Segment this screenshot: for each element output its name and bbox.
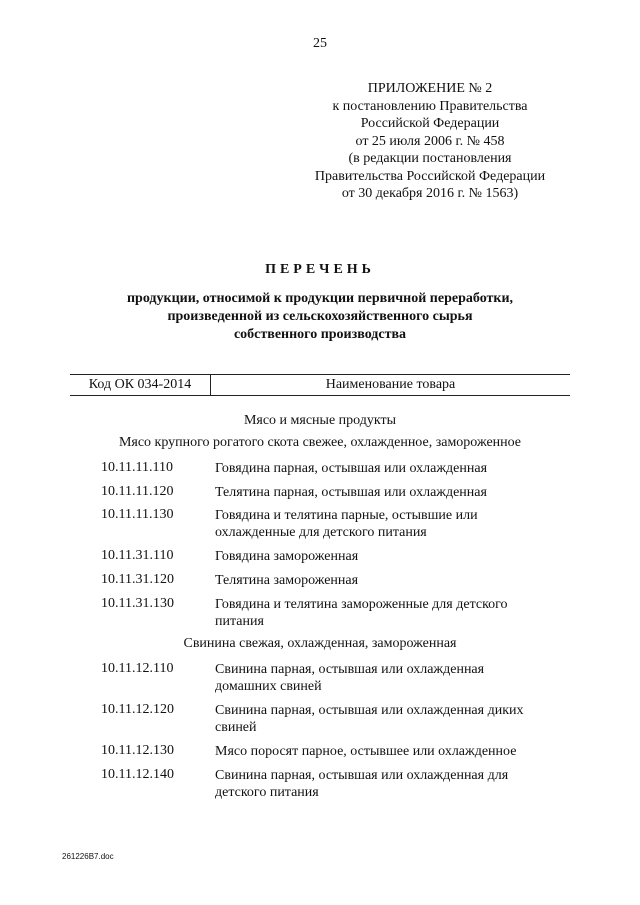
- item-name-line: Говядина и телятина замороженные для детского: [215, 597, 508, 612]
- item-name: [215, 484, 545, 501]
- appendix-line: от 30 декабря 2016 г. № 1563): [341, 186, 519, 201]
- item-name-line: Свинина парная, остывшая или охлажденная для: [215, 768, 509, 783]
- item-code: 10.11.11.130: [101, 507, 174, 522]
- item-name-line: Говядина и телятина парные, остывшие или: [215, 508, 478, 523]
- group-title: Свинина свежая, охлажденная, замороженная: [183, 636, 457, 651]
- item-name-line: питания: [215, 614, 264, 629]
- item-name-line: свиней: [215, 720, 257, 735]
- item-code: 10.11.12.110: [101, 661, 174, 676]
- table-header: [70, 374, 570, 396]
- item-code: 10.11.12.130: [101, 743, 174, 758]
- item-name: [215, 596, 545, 630]
- item-code: 10.11.12.120: [101, 702, 174, 717]
- appendix-title: ПРИЛОЖЕНИЕ № 2: [367, 81, 493, 96]
- column-header-name: Наименование товара: [325, 377, 456, 392]
- item-name: [215, 743, 545, 760]
- item-name: [215, 767, 545, 801]
- item-code: 10.11.12.140: [101, 767, 174, 782]
- item-code: 10.11.31.130: [101, 596, 174, 611]
- item-code: 10.11.31.120: [101, 572, 174, 587]
- document-title: ПЕРЕЧЕНЬ: [265, 262, 375, 277]
- item-name: [215, 548, 545, 565]
- item-name-line: охлажденные для детского питания: [215, 525, 427, 540]
- appendix-line: (в редакции постановления: [348, 151, 512, 166]
- subtitle-line: произведенной из сельскохозяйственного сырья: [167, 309, 473, 324]
- item-name-line: Свинина парная, остывшая или охлажденная: [215, 662, 485, 677]
- item-name-line: Телятина парная, остывшая или охлажденная: [215, 485, 487, 500]
- item-name-line: Говядина замороженная: [215, 549, 359, 564]
- item-name: [215, 507, 545, 541]
- item-name: [215, 702, 545, 736]
- appendix-line: Российской Федерации: [360, 116, 500, 131]
- subtitle-line: собственного производства: [233, 327, 407, 342]
- item-name-line: Говядина парная, остывшая или охлажденная: [215, 461, 488, 476]
- file-reference: 261226B7.doc: [62, 852, 114, 861]
- item-name-line: Телятина замороженная: [215, 573, 359, 588]
- item-name: [215, 460, 545, 477]
- group-title: Мясо крупного рогатого скота свежее, охлажденное, замороженное: [118, 435, 522, 450]
- item-code: 10.11.31.110: [101, 548, 174, 563]
- appendix-line: Правительства Российской Федерации: [314, 168, 546, 184]
- column-header-code: Код ОК 034-2014: [70, 375, 211, 395]
- page-number: 25: [313, 36, 327, 51]
- item-name: [215, 572, 545, 589]
- appendix-line: к постановлению Правительства: [332, 98, 528, 114]
- item-name-line: Мясо поросят парное, остывшее или охлажденное: [215, 744, 517, 759]
- item-name-line: домашних свиней: [215, 679, 322, 694]
- item-name-line: Свинина парная, остывшая или охлажденная диких: [215, 703, 524, 718]
- item-code: 10.11.11.110: [101, 460, 173, 475]
- subtitle-line: продукции, относимой к продукции первичной переработки,: [126, 291, 514, 306]
- item-code: 10.11.11.120: [101, 484, 174, 499]
- item-name: [215, 661, 545, 695]
- item-name-line: детского питания: [215, 785, 319, 800]
- appendix-block: [300, 80, 560, 203]
- appendix-line: от 25 июля 2006 г. № 458: [355, 133, 505, 149]
- document-subtitle: [0, 290, 640, 344]
- section-title: Мясо и мясные продукты: [243, 413, 397, 428]
